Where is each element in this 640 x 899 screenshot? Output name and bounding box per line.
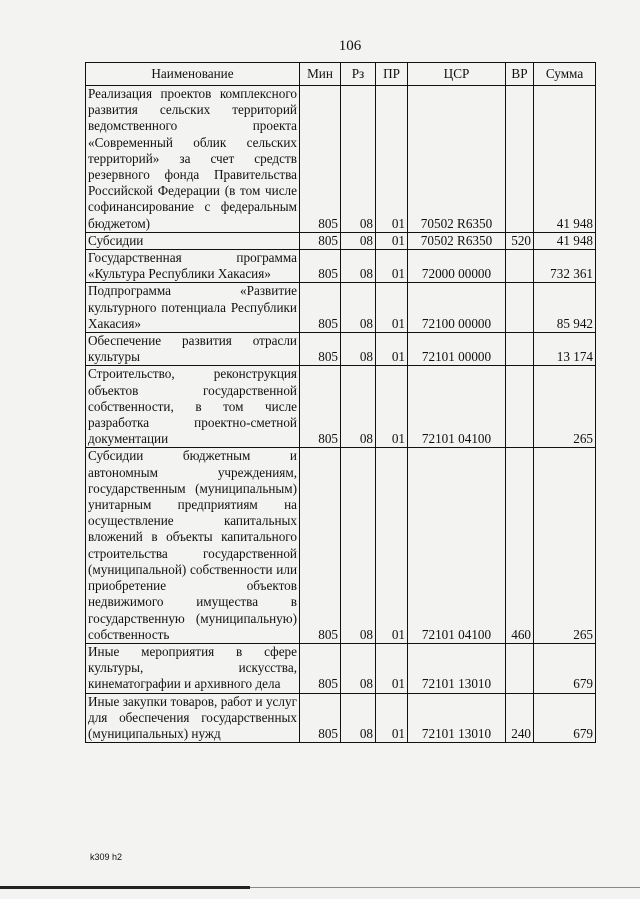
cell-vr (506, 283, 534, 333)
cell-pr: 01 (376, 333, 408, 366)
cell-min: 805 (300, 693, 341, 743)
cell-pr: 01 (376, 86, 408, 233)
header-vr: ВР (506, 63, 534, 86)
cell-sum: 679 (534, 643, 596, 693)
cell-sum: 679 (534, 693, 596, 743)
cell-csr: 72101 04100 (408, 448, 506, 643)
cell-rz: 08 (341, 232, 376, 249)
cell-sum: 41 948 (534, 232, 596, 249)
cell-sum: 85 942 (534, 283, 596, 333)
cell-sum: 41 948 (534, 86, 596, 233)
cell-rz: 08 (341, 333, 376, 366)
table-row (86, 448, 596, 643)
cell-csr: 72000 00000 (408, 250, 506, 283)
cell-min: 805 (300, 366, 341, 448)
cell-sum: 732 361 (534, 250, 596, 283)
cell-vr (506, 366, 534, 448)
header-sum: Сумма (534, 63, 596, 86)
budget-table (85, 62, 596, 743)
table-row (86, 232, 596, 249)
cell-min: 805 (300, 250, 341, 283)
cell-name: Строительство, реконструкция объектов государственной собственности, в том числе разработка проектно-сметной документации (86, 366, 300, 448)
cell-vr: 520 (506, 232, 534, 249)
cell-sum: 265 (534, 448, 596, 643)
cell-pr: 01 (376, 283, 408, 333)
header-row (86, 63, 596, 86)
table-row (86, 693, 596, 743)
cell-min: 805 (300, 86, 341, 233)
cell-csr: 72101 00000 (408, 333, 506, 366)
cell-csr: 72101 13010 (408, 693, 506, 743)
cell-vr: 460 (506, 448, 534, 643)
cell-rz: 08 (341, 448, 376, 643)
cell-rz: 08 (341, 643, 376, 693)
cell-rz: 08 (341, 693, 376, 743)
table-row (86, 366, 596, 448)
table-row (86, 643, 596, 693)
cell-vr (506, 86, 534, 233)
cell-pr: 01 (376, 250, 408, 283)
cell-name: Подпрограмма «Развитие культурного потенциала Республики Хакасия» (86, 283, 300, 333)
cell-name: Иные закупки товаров, работ и услуг для обеспечения государственных (муниципальных) нужд (86, 693, 300, 743)
cell-pr: 01 (376, 232, 408, 249)
footer-code: k309 h2 (90, 852, 123, 862)
cell-csr: 72100 00000 (408, 283, 506, 333)
scan-edge-line (0, 886, 250, 889)
cell-pr: 01 (376, 643, 408, 693)
table-row (86, 86, 596, 233)
cell-rz: 08 (341, 86, 376, 233)
cell-min: 805 (300, 232, 341, 249)
cell-min: 805 (300, 333, 341, 366)
cell-vr (506, 250, 534, 283)
cell-pr: 01 (376, 366, 408, 448)
cell-vr (506, 333, 534, 366)
cell-min: 805 (300, 448, 341, 643)
header-rz: Рз (341, 63, 376, 86)
cell-sum: 265 (534, 366, 596, 448)
table-row (86, 333, 596, 366)
cell-min: 805 (300, 643, 341, 693)
cell-pr: 01 (376, 448, 408, 643)
cell-name: Государственная программа «Культура Республики Хакасия» (86, 250, 300, 283)
page-number: 106 (338, 38, 362, 54)
cell-name: Иные мероприятия в сфере культуры, искусства, кинематографии и архивного дела (86, 643, 300, 693)
table-row (86, 283, 596, 333)
header-csr: ЦСР (408, 63, 506, 86)
cell-csr: 70502 R6350 (408, 86, 506, 233)
cell-rz: 08 (341, 250, 376, 283)
cell-csr: 72101 13010 (408, 643, 506, 693)
cell-pr: 01 (376, 693, 408, 743)
cell-rz: 08 (341, 366, 376, 448)
cell-sum: 13 174 (534, 333, 596, 366)
cell-min: 805 (300, 283, 341, 333)
cell-rz: 08 (341, 283, 376, 333)
cell-name: Реализация проектов комплексного развития сельских территорий ведомственного проекта «Современный облик сельских территорий» за счет средств резервного фонда Правительства Российской Федерации (в том числе софинансирование с федеральным бюджетом) (86, 86, 300, 233)
header-pr: ПР (376, 63, 408, 86)
scan-edge-line-thin (250, 887, 640, 888)
cell-name: Субсидии (86, 232, 300, 249)
cell-csr: 70502 R6350 (408, 232, 506, 249)
header-min: Мин (300, 63, 341, 86)
cell-csr: 72101 04100 (408, 366, 506, 448)
cell-vr: 240 (506, 693, 534, 743)
table-row (86, 250, 596, 283)
cell-name: Субсидии бюджетным и автономным учреждениям, государственным (муниципальным) унитарным предприятиям на осуществление капитальных вложений в объекты капитального строительства государственной (муниципальной) собственности или приобретение объектов недвижимого имущества в государственную (муниципальную) собственность (86, 448, 300, 643)
header-name: Наименование (86, 63, 300, 86)
cell-vr (506, 643, 534, 693)
cell-name: Обеспечение развития отрасли культуры (86, 333, 300, 366)
